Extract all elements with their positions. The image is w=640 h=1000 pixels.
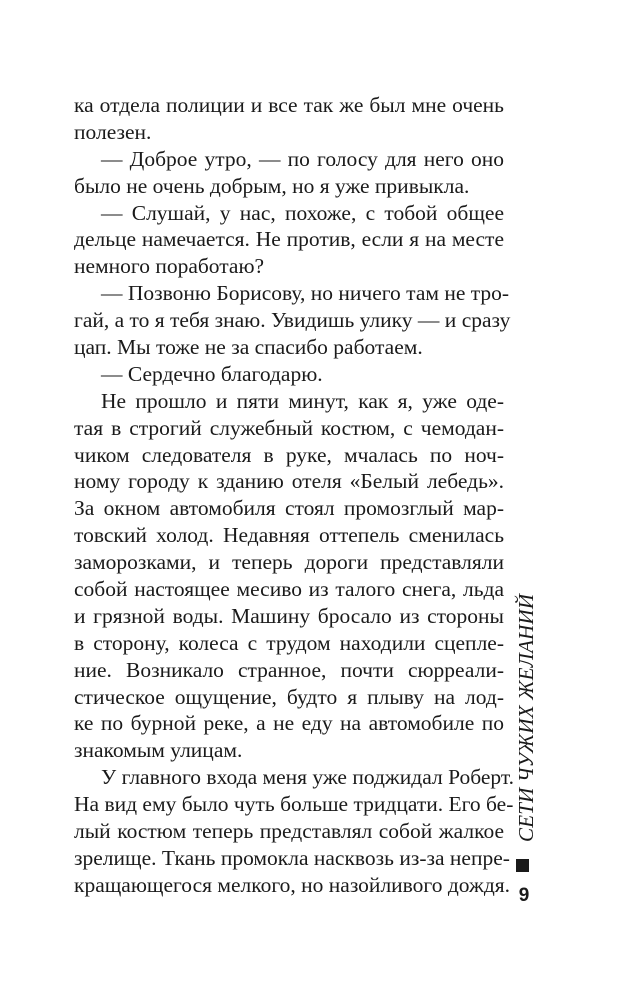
text-line: заморозками, и теперь дороги представляли xyxy=(74,550,504,575)
text-line: — Позвоню Борисову, но ничего там не тро- xyxy=(101,281,510,306)
text-line: ному городу к зданию отеля «Белый лебедь». xyxy=(74,469,504,494)
text-line: Не прошло и пяти минут, как я, уже оде- xyxy=(101,388,504,413)
text-line: немного поработаю? xyxy=(74,254,265,279)
text-line: ние. Возникало странное, почти сюрреали- xyxy=(74,657,504,682)
text-line: ке по бурной реке, а не еду на автомобиле по xyxy=(74,711,504,736)
text-line: гай, а то я тебя знаю. Увидишь улику — и сразу xyxy=(74,308,511,333)
text-line: — Слушай, у нас, похоже, с тобой общее xyxy=(101,200,504,225)
text-line: — Сердечно благодарю. xyxy=(101,361,323,386)
text-line: тая в строгий служебный костюм, с чемодан- xyxy=(74,415,504,440)
text-line: У главного входа меня уже поджидал Роберт. xyxy=(101,765,515,790)
text-line: ка отдела полиции и все так же был мне очень xyxy=(74,93,504,117)
text-line: стическое ощущение, будто я плыву на лод- xyxy=(74,684,504,709)
text-line: зрелище. Ткань промокла насквозь из-за непре- xyxy=(74,845,510,870)
text-line: — Доброе утро, — по голосу для него оно xyxy=(101,146,504,171)
page-number: 9 xyxy=(518,885,530,906)
text-line: в сторону, колеса с трудом находили сцепле- xyxy=(74,630,504,655)
text-line: было не очень добрым, но я уже привыкла. xyxy=(74,173,470,198)
square-marker-icon xyxy=(516,859,529,872)
text-line: цап. Мы тоже не за спасибо работаем. xyxy=(74,335,423,360)
text-line: кращающегося мелкого, но назойливого дождя. xyxy=(74,872,511,897)
text-line: дельце намечается. Не против, если я на месте xyxy=(74,227,504,252)
text-line: За окном автомобиля стоял промозглый мар- xyxy=(74,496,504,521)
text-line: товский холод. Недавняя оттепель сменилась xyxy=(74,523,504,548)
text-line: лый костюм теперь представлял собой жалкое xyxy=(74,819,504,844)
body-text xyxy=(74,92,515,899)
text-line: собой настоящее месиво из талого снега, льда xyxy=(74,577,504,602)
text-line: знакомым улицам. xyxy=(74,738,243,763)
text-line: полезен. xyxy=(74,119,152,144)
running-title: СЕТИ ЧУЖИХ ЖЕЛАНИЙ xyxy=(514,593,538,842)
text-line: и грязной воды. Машину бросало из стороны xyxy=(74,603,504,628)
text-line: На вид ему было чуть больше тридцати. Его бе- xyxy=(74,792,514,817)
text-line: чиком следователя в руке, мчалась по ноч- xyxy=(74,442,504,467)
